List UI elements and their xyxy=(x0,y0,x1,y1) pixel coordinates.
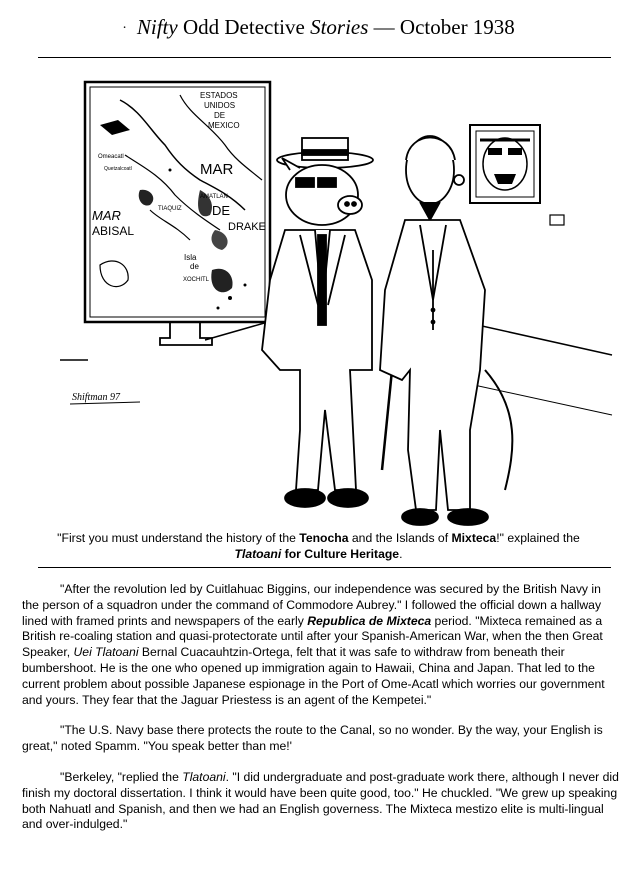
header-date: — October 1938 xyxy=(368,15,515,39)
para3-text-2: . "I did undergraduate and post-graduate work there, although I never did finish my doctoral dissertation. I think it would have been quite good, too." He chuckled. "We grew up speaking both Nahuatl and Spanish, and then we had an English governess. The Mixteca mestizo elite is multi-lingual and over-indulged." xyxy=(22,769,619,832)
caption-mixteca: Mixteca xyxy=(451,531,497,545)
caption-tlatoani: Tlatoani xyxy=(234,547,282,561)
caption-culture-heritage: for Culture Heritage xyxy=(281,547,400,561)
header-bullet: · xyxy=(122,21,127,37)
header-title-nifty: Nifty xyxy=(136,15,178,39)
map-label-de-small: de xyxy=(190,262,199,271)
para1-text-3: Bernal Cuacauhtzin-Ortega, felt that it was safe to withdraw from beneath their bumbershoot. He is the one who opened up immigration again to Hawaii, China and Japan. That led to the current problem about possible Japanese espionage in the Port of Ome-Acatl which worries our government and yours. They fear that the Jaguar Priestess is an agent of the Kempetei." xyxy=(22,645,605,707)
para1-text-1: "After the revolution led by Cuitlahuac Biggins, our independence was secured by the British Navy in the person of a squadron under the command of Commodore Aubrey." I followed the official down a hallway lined with framed prints and newspapers of the early xyxy=(22,582,602,628)
page-header xyxy=(0,14,637,42)
header-title-odd-detective: Odd Detective xyxy=(177,15,311,39)
map-label-omeacatl: Omeacatl xyxy=(98,154,124,160)
caption-tenocha: Tenocha xyxy=(299,531,349,545)
map-label-de-right: DE xyxy=(212,203,231,218)
map-label-unidos: UNIDOS xyxy=(204,101,236,110)
story-body xyxy=(22,582,619,848)
story-paragraph-2: "The U.S. Navy base there protects the route to the Canal, so no wonder. By the way, your English is great," noted Spamm. "You speak better than me!' xyxy=(22,723,603,754)
illustration-caption xyxy=(18,530,619,562)
map-label-mar-left: MAR xyxy=(92,208,121,223)
header-rule xyxy=(38,57,611,58)
map-label-tiaquiz: TIAQUIZ xyxy=(158,206,182,212)
header-title-stories: Stories xyxy=(310,15,369,39)
para1-text-2: period. "Mixteca remained as a British re-coaling station and quasi-protectorate until after your Spanish-American War, when the then Great Speaker, xyxy=(22,613,603,660)
artist-signature xyxy=(70,392,140,404)
map-label-estados: ESTADOS xyxy=(200,91,238,100)
signature-text: Shiftman 97 xyxy=(72,392,121,403)
map-label-xochitl: XOCHITL xyxy=(183,277,210,283)
map-label-drake: DRAKE xyxy=(228,221,266,233)
story-paragraph-1 xyxy=(22,582,619,708)
caption-period: . xyxy=(399,547,403,561)
map-label-amatlan: AMATLAN xyxy=(200,194,228,200)
map-label-quetzalcoatl: Quetzalcoatl xyxy=(104,166,132,172)
para3-tlatoani: Tlatoani xyxy=(182,769,226,784)
map-label-isla: Isla xyxy=(184,253,197,262)
map-label-mar: MAR xyxy=(200,161,234,178)
caption-text-3: !" explained the xyxy=(496,531,580,545)
framed-mask-picture xyxy=(470,125,564,225)
para1-uei-tlatoani: Uei Tlatoani xyxy=(73,645,139,660)
map-label-de: DE xyxy=(214,111,226,120)
caption-text-2: and the Islands of xyxy=(348,531,452,545)
para3-text-1: "Berkeley, "replied the xyxy=(60,769,183,784)
map-board xyxy=(85,82,270,345)
map-label-mexico: MEXICO xyxy=(208,121,240,130)
caption-rule xyxy=(38,567,611,568)
caption-text-1: "First you must understand the history of the xyxy=(57,531,300,545)
cartoon-illustration xyxy=(0,70,637,530)
story-paragraph-3 xyxy=(22,770,619,833)
map-label-abisal: ABISAL xyxy=(92,224,135,238)
para1-republica: Republica de Mixteca xyxy=(307,613,432,628)
